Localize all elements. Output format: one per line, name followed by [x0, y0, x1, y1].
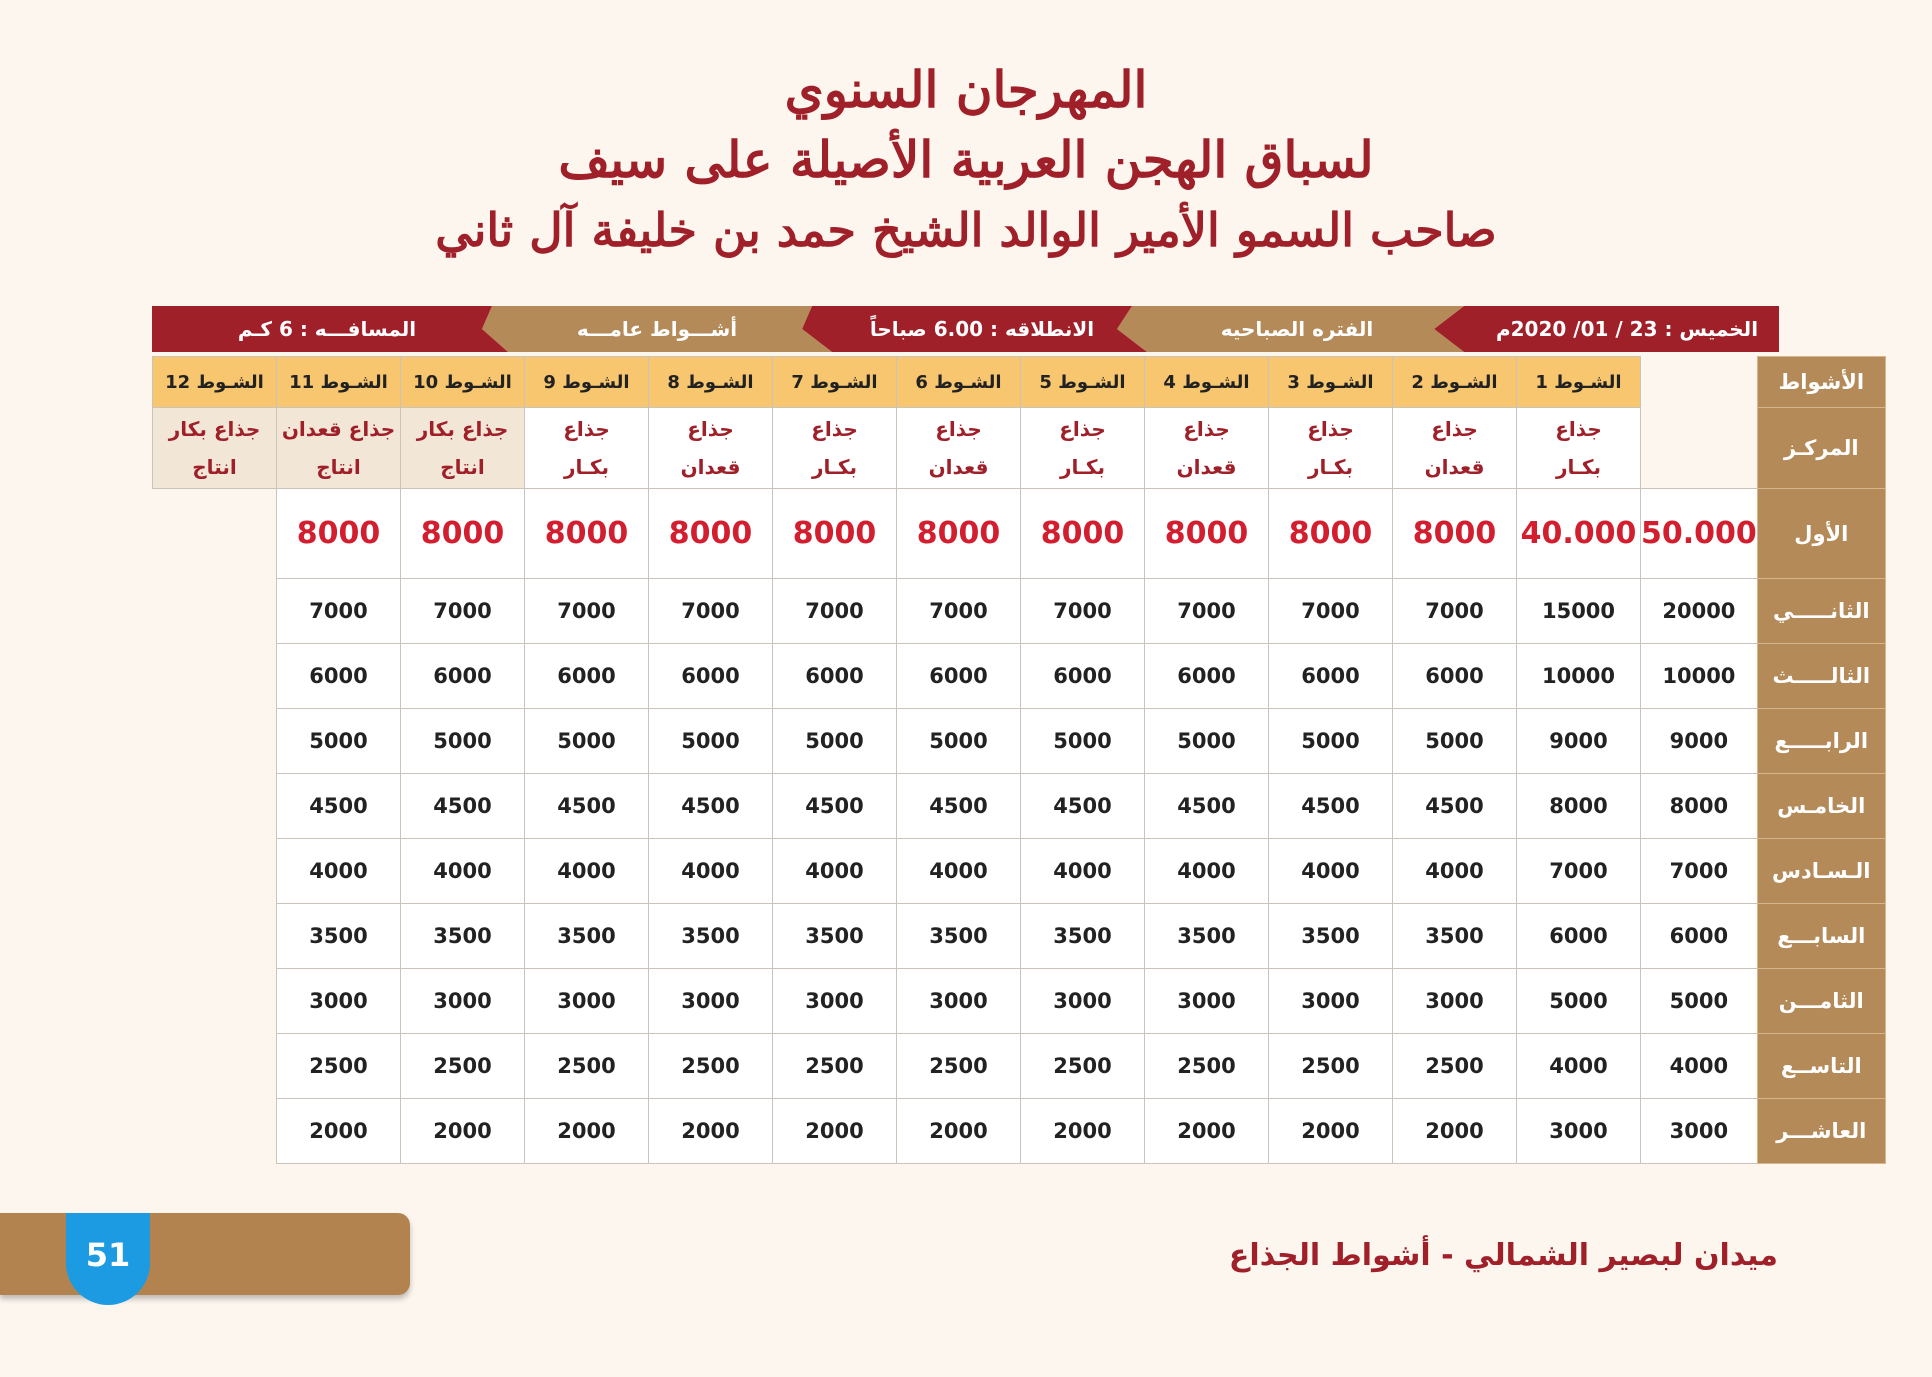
- prize-cell: 2500: [773, 1034, 897, 1099]
- prize-cell: 8000: [649, 489, 773, 579]
- table-row: [153, 969, 1886, 1034]
- table-row: [153, 644, 1886, 709]
- category-cell: جذاع بكـار: [525, 408, 649, 489]
- category-cell: جذاع بكـار: [1269, 408, 1393, 489]
- prize-cell: 5000: [1269, 709, 1393, 774]
- prize-cell: 6000: [1021, 644, 1145, 709]
- column-header: الشـوط 9: [525, 357, 649, 408]
- prize-cell: 3000: [1641, 1099, 1758, 1164]
- prize-cell: 2000: [897, 1099, 1021, 1164]
- prize-cell: 4000: [277, 839, 401, 904]
- prize-cell: 4000: [1641, 1034, 1758, 1099]
- prize-cell: 4000: [649, 839, 773, 904]
- prize-cell: 7000: [1393, 579, 1517, 644]
- table-row: [153, 774, 1886, 839]
- column-header: الشـوط 12: [153, 357, 277, 408]
- row-label: السابـــع: [1757, 904, 1885, 969]
- prize-cell: 6000: [525, 644, 649, 709]
- prize-cell: 2000: [401, 1099, 525, 1164]
- prize-cell: 7000: [773, 579, 897, 644]
- column-header: الشـوط 5: [1021, 357, 1145, 408]
- table-row: [153, 709, 1886, 774]
- column-header: الشـوط 4: [1145, 357, 1269, 408]
- prize-cell: 40.000: [1517, 489, 1641, 579]
- prize-cell: 4500: [1393, 774, 1517, 839]
- prize-cell: 50.000: [1641, 489, 1758, 579]
- prize-cell: 8000: [277, 489, 401, 579]
- prize-cell: 3000: [1517, 1099, 1641, 1164]
- category-cell: جذاع بكار انتاج: [401, 408, 525, 489]
- table-row: [153, 1034, 1886, 1099]
- prize-cell: 4500: [401, 774, 525, 839]
- footer-title: ميدان لبصير الشمالي - أشواط الجذاع: [1228, 1238, 1778, 1273]
- prize-cell: 8000: [1393, 489, 1517, 579]
- prize-cell: 2500: [1145, 1034, 1269, 1099]
- prize-cell: 5000: [1021, 709, 1145, 774]
- prize-cell: 6000: [1145, 644, 1269, 709]
- prize-cell: 2500: [1393, 1034, 1517, 1099]
- row-label: الثانـــــي: [1757, 579, 1885, 644]
- category-cell: جذاع قعدان: [1145, 408, 1269, 489]
- prize-cell: 5000: [401, 709, 525, 774]
- prize-cell: 3000: [1393, 969, 1517, 1034]
- event-title: [0, 55, 1932, 265]
- prize-cell: 8000: [1517, 774, 1641, 839]
- row-label: المركـز: [1757, 408, 1885, 489]
- prize-cell: 3000: [897, 969, 1021, 1034]
- row-label: الثالـــــث: [1757, 644, 1885, 709]
- prize-cell: 3500: [1269, 904, 1393, 969]
- category-cell: جذاع بكـار: [1021, 408, 1145, 489]
- prize-cell: 5000: [525, 709, 649, 774]
- prize-cell: 3500: [1145, 904, 1269, 969]
- footer-bar: [0, 1213, 410, 1295]
- prize-cell: 3500: [277, 904, 401, 969]
- prize-cell: 3000: [773, 969, 897, 1034]
- column-header: الشـوط 8: [649, 357, 773, 408]
- prize-cell: 4000: [401, 839, 525, 904]
- row-label: الـسـادس: [1757, 839, 1885, 904]
- row-label: التاســع: [1757, 1034, 1885, 1099]
- prize-cell: 8000: [401, 489, 525, 579]
- prize-cell: 6000: [649, 644, 773, 709]
- prize-cell: 3000: [401, 969, 525, 1034]
- column-header: الشـوط 10: [401, 357, 525, 408]
- prize-cell: 7000: [1517, 839, 1641, 904]
- prize-cell: 6000: [1393, 644, 1517, 709]
- prize-cell: 2000: [1145, 1099, 1269, 1164]
- prize-cell: 4500: [773, 774, 897, 839]
- banner-distance: المسافـــه : 6 كـم: [237, 317, 417, 341]
- prize-cell: 3500: [525, 904, 649, 969]
- prize-cell: 8000: [897, 489, 1021, 579]
- prize-cell: 7000: [1269, 579, 1393, 644]
- prize-cell: 3000: [1145, 969, 1269, 1034]
- prize-cell: 5000: [1393, 709, 1517, 774]
- prize-cell: 2000: [1021, 1099, 1145, 1164]
- title-line-race: لسباق الهجن العربية الأصيلة على سيف: [558, 130, 1374, 189]
- prize-cell: 4500: [277, 774, 401, 839]
- prize-cell: 2500: [649, 1034, 773, 1099]
- prize-cell: 3500: [1021, 904, 1145, 969]
- prize-cell: 4500: [897, 774, 1021, 839]
- prize-cell: 10000: [1641, 644, 1758, 709]
- prize-cell: 6000: [1517, 904, 1641, 969]
- prize-cell: 7000: [1641, 839, 1758, 904]
- prize-cell: 15000: [1517, 579, 1641, 644]
- prize-cell: 5000: [649, 709, 773, 774]
- prize-cell: 9000: [1517, 709, 1641, 774]
- table-row: [153, 579, 1886, 644]
- prize-cell: 3000: [1021, 969, 1145, 1034]
- prize-cell: 4500: [649, 774, 773, 839]
- prize-cell: 2000: [525, 1099, 649, 1164]
- prize-cell: 8000: [773, 489, 897, 579]
- title-line-patron: صاحب السمو الأمير الوالد الشيخ حمد بن خليفة آل ثاني: [435, 203, 1497, 257]
- banner-start-time: الانطلاقه : 6.00 صباحاً: [869, 317, 1095, 341]
- category-cell: جذاع بكار انتاج: [153, 408, 277, 489]
- prize-cell: 4000: [1517, 1034, 1641, 1099]
- prize-cell: 8000: [1021, 489, 1145, 579]
- prize-cell: 4000: [1145, 839, 1269, 904]
- page-number: 51: [66, 1213, 150, 1305]
- prize-cell: 6000: [897, 644, 1021, 709]
- prize-cell: 3500: [1393, 904, 1517, 969]
- column-header: الشـوط 11: [277, 357, 401, 408]
- title-line-festival: المهرجان السنوي: [784, 60, 1148, 119]
- prize-cell: 3500: [773, 904, 897, 969]
- category-cell: جذاع بكـار: [773, 408, 897, 489]
- prize-cell: 5000: [1641, 969, 1758, 1034]
- prize-table: [152, 356, 1886, 1164]
- category-row: [153, 408, 1886, 489]
- prize-cell: 8000: [1641, 774, 1758, 839]
- prize-cell: 4000: [773, 839, 897, 904]
- prize-cell: 6000: [1641, 904, 1758, 969]
- prize-cell: 3500: [897, 904, 1021, 969]
- prize-cell: 2000: [1393, 1099, 1517, 1164]
- prize-cell: 5000: [897, 709, 1021, 774]
- column-header: الشـوط 3: [1269, 357, 1393, 408]
- prize-cell: 7000: [401, 579, 525, 644]
- prize-cell: 4500: [525, 774, 649, 839]
- prize-cell: 10000: [1517, 644, 1641, 709]
- table-row: [153, 489, 1886, 579]
- prize-cell: 4500: [1145, 774, 1269, 839]
- row-label: الأول: [1757, 489, 1885, 579]
- row-label: الخامـس: [1757, 774, 1885, 839]
- prize-cell: 4000: [525, 839, 649, 904]
- prize-cell: 5000: [277, 709, 401, 774]
- prize-cell: 2000: [649, 1099, 773, 1164]
- banner-date: الخميس : 23 / 01/ 2020م: [1495, 317, 1759, 341]
- row-label: الثامـــن: [1757, 969, 1885, 1034]
- prize-cell: 3000: [649, 969, 773, 1034]
- prize-cell: 2500: [897, 1034, 1021, 1099]
- prize-cell: 9000: [1641, 709, 1758, 774]
- prize-cell: 2000: [277, 1099, 401, 1164]
- prize-cell: 2500: [525, 1034, 649, 1099]
- category-cell: جذاع قعدان انتاج: [277, 408, 401, 489]
- prize-cell: 7000: [525, 579, 649, 644]
- prize-cell: 6000: [773, 644, 897, 709]
- prize-cell: 20000: [1641, 579, 1758, 644]
- prize-cell: 5000: [773, 709, 897, 774]
- prize-cell: 4000: [1393, 839, 1517, 904]
- category-cell: جذاع قعدان: [649, 408, 773, 489]
- prize-cell: 3000: [525, 969, 649, 1034]
- prize-cell: 5000: [1145, 709, 1269, 774]
- column-header: الشـوط 7: [773, 357, 897, 408]
- table-header-row: [153, 357, 1886, 408]
- corner-label: الأشواط: [1757, 357, 1885, 408]
- table-row: [153, 904, 1886, 969]
- category-cell: جذاع قعدان: [1393, 408, 1517, 489]
- prize-cell: 6000: [277, 644, 401, 709]
- prize-cell: 4500: [1021, 774, 1145, 839]
- prize-cell: 3000: [277, 969, 401, 1034]
- table-row: [153, 839, 1886, 904]
- prize-cell: 2000: [773, 1099, 897, 1164]
- prize-cell: 7000: [277, 579, 401, 644]
- prize-cell: 6000: [401, 644, 525, 709]
- column-header: الشـوط 1: [1517, 357, 1641, 408]
- column-header: الشـوط 6: [897, 357, 1021, 408]
- prize-cell: 4000: [897, 839, 1021, 904]
- prize-cell: 5000: [1517, 969, 1641, 1034]
- row-label: الرابـــــع: [1757, 709, 1885, 774]
- prize-cell: 8000: [1145, 489, 1269, 579]
- prize-cell: 4000: [1021, 839, 1145, 904]
- info-banner: [152, 306, 1779, 352]
- prize-cell: 3000: [1269, 969, 1393, 1034]
- prize-cell: 7000: [1021, 579, 1145, 644]
- row-label: العاشـــر: [1757, 1099, 1885, 1164]
- prize-cell: 4500: [1269, 774, 1393, 839]
- prize-cell: 2500: [1021, 1034, 1145, 1099]
- prize-cell: 4000: [1269, 839, 1393, 904]
- prize-cell: 7000: [1145, 579, 1269, 644]
- prize-cell: 3500: [401, 904, 525, 969]
- banner-period: الفتره الصباحيه: [1220, 317, 1374, 341]
- prize-cell: 2500: [401, 1034, 525, 1099]
- prize-cell: 8000: [1269, 489, 1393, 579]
- table-row: [153, 1099, 1886, 1164]
- column-header: الشـوط 2: [1393, 357, 1517, 408]
- prize-cell: 2500: [1269, 1034, 1393, 1099]
- prize-cell: 8000: [525, 489, 649, 579]
- prize-cell: 2000: [1269, 1099, 1393, 1164]
- prize-cell: 6000: [1269, 644, 1393, 709]
- category-cell: جذاع قعدان: [897, 408, 1021, 489]
- prize-cell: 2500: [277, 1034, 401, 1099]
- prize-cell: 7000: [649, 579, 773, 644]
- prize-cell: 7000: [897, 579, 1021, 644]
- prize-cell: 3500: [649, 904, 773, 969]
- category-cell: جذاع بكـار: [1517, 408, 1641, 489]
- banner-race-type: أشـــواط عامـــه: [576, 317, 738, 341]
